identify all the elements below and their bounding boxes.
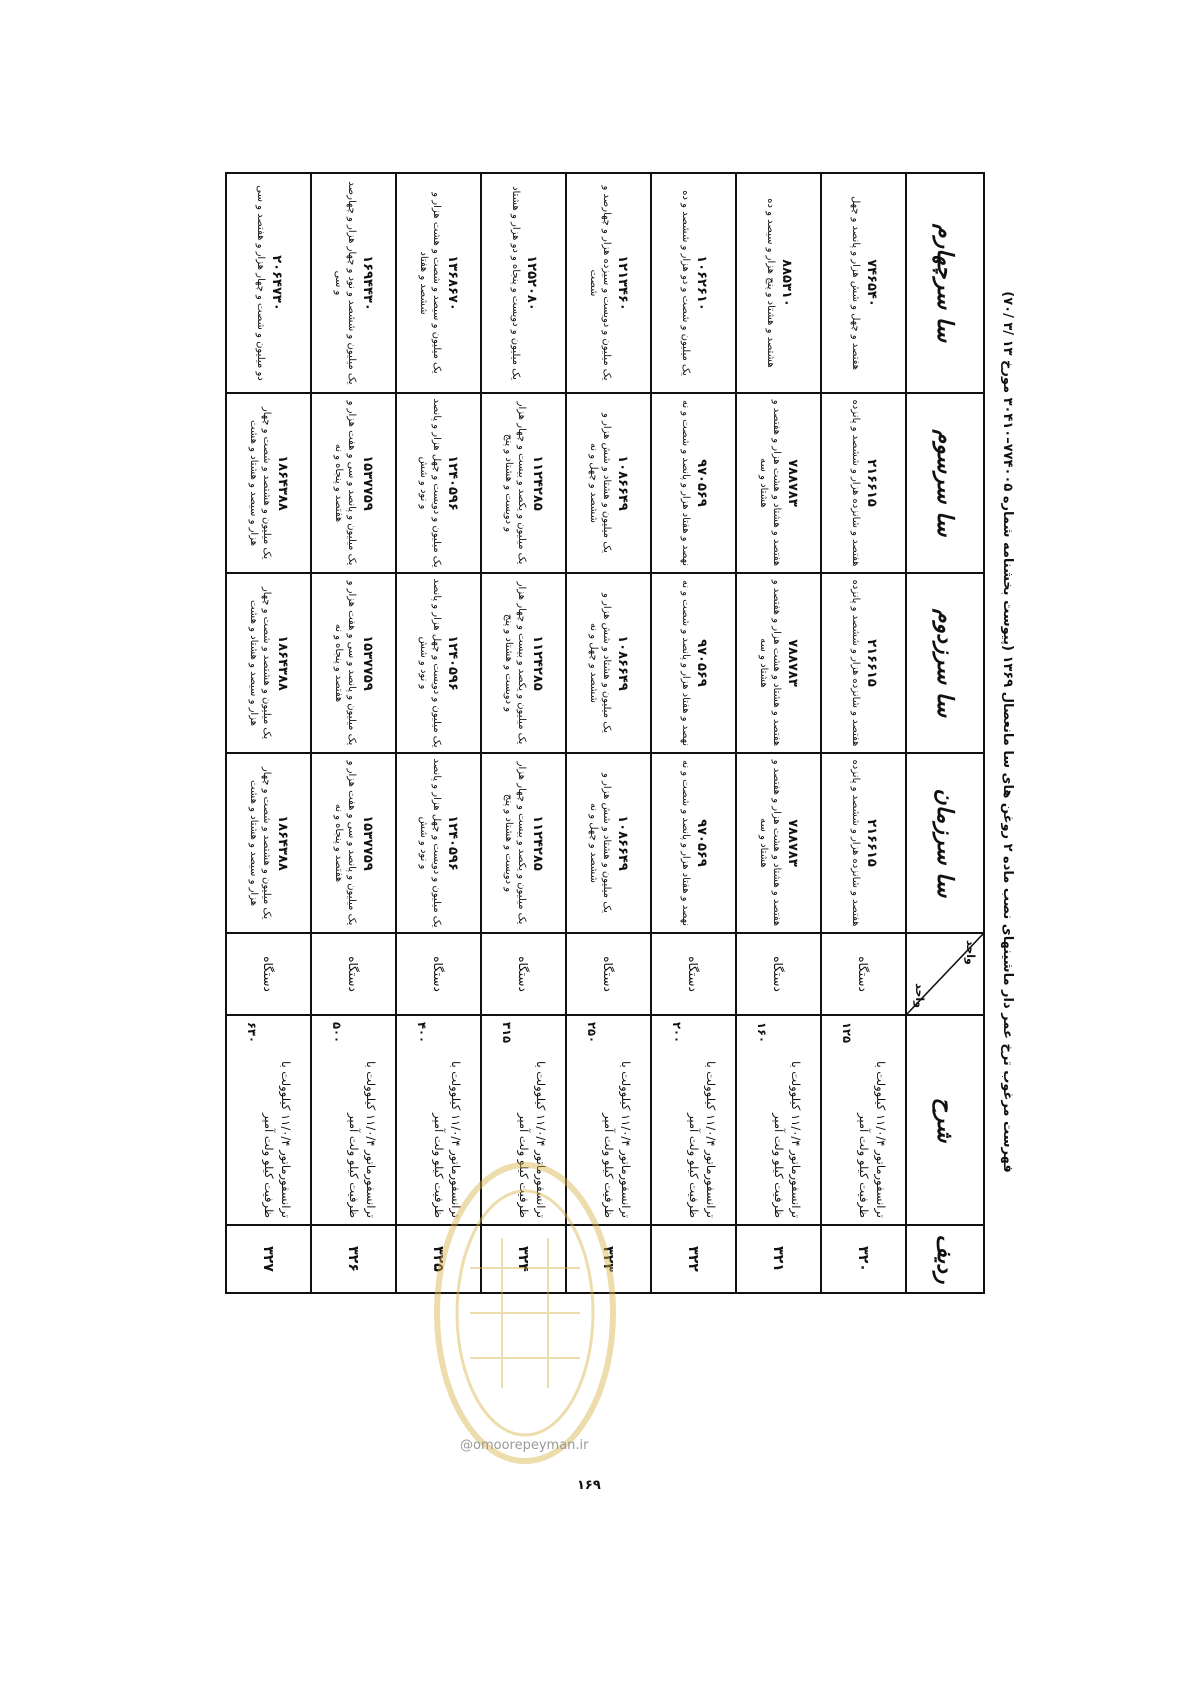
row-capacity: ۴۰۰ — [414, 1022, 429, 1044]
row-price-s1 — [481, 753, 566, 933]
row-price-s3 — [396, 393, 481, 573]
header-vahed-top: واحد — [964, 940, 977, 965]
table-row — [226, 173, 311, 1293]
row-price-s4 — [651, 173, 736, 393]
row-capacity: ۵۰۰ — [329, 1022, 344, 1044]
row-description: ترانسفورماتور ۱۱/۰/۴ کیلوولت با ظرفیت کیلو ولت آمپر — [772, 1060, 804, 1218]
price-words: یک میلیون و دویست و سیزده هزار و چهارصد و شصت — [588, 185, 613, 381]
price-words: نهصد و هفتاد هزار و پانصد و شصت و نه — [679, 759, 691, 927]
table-row — [651, 173, 736, 1293]
price-words: هفتصد و هشتاد و هشت هزار و هفتصد و هشتاد و سه — [758, 579, 783, 747]
price-words: هفتصد و هشتاد و هشت هزار و هفتصد و هشتاد و سه — [758, 399, 783, 567]
row-unit: دستگاه — [396, 933, 481, 1015]
price-number: ۹۷۰۵۶۹ — [693, 819, 709, 867]
price-words: یک میلیون و دویست و پنجاه و دو هزار و هشتاد — [509, 186, 521, 380]
row-sharh — [736, 1015, 821, 1225]
price-number: ۱۰۶۲۶۱۰ — [693, 255, 709, 311]
price-number: ۱۱۲۴۲۸۵ — [530, 815, 546, 871]
price-number: ۲۱۶۶۱۵ — [863, 639, 879, 687]
price-number: ۱۸۶۴۳۸۸ — [275, 635, 291, 691]
row-radif: ۳۲۰ — [821, 1225, 906, 1293]
row-price-s3 — [481, 393, 566, 573]
price-words: یک میلیون و شصت و دو هزار و ششصد و ده — [679, 190, 691, 376]
price-number: ۱۱۲۴۲۸۵ — [530, 635, 546, 691]
tariff-table — [225, 172, 985, 1294]
row-sharh — [311, 1015, 396, 1225]
header-s2: سا سرزدوم — [906, 573, 984, 753]
price-number: ۱۳۶۸۶۷۰ — [445, 255, 461, 311]
price-words: یک میلیون و هشتاد و شش هزار و ششصد و چهل و نه — [588, 413, 613, 553]
price-number: ۱۸۶۴۳۸۸ — [275, 455, 291, 511]
price-words: یک میلیون و دویست و چهل هزار و پانصد و نود و شش — [418, 398, 443, 568]
price-words: یک میلیون و هشتصد و شصت و چهار هزار و سیصد و هشتاد و هشت — [248, 406, 273, 560]
watermark-text: @omoorepeyman.ir — [460, 1438, 589, 1453]
row-price-s1 — [566, 753, 651, 933]
price-words: یک میلیون و پانصد و سی و هفت هزار و هفتصد و پنجاه و نه — [333, 580, 358, 746]
row-radif: ۳۲۴ — [481, 1225, 566, 1293]
row-price-s3 — [736, 393, 821, 573]
row-description: ترانسفورماتور ۱۱/۰/۴ کیلوولت با ظرفیت کیلو ولت آمپر — [687, 1060, 719, 1218]
price-number: ۲۱۶۶۱۵ — [863, 459, 879, 507]
price-words: نهصد و هفتاد هزار و پانصد و شصت و نه — [679, 579, 691, 747]
row-price-s2 — [821, 573, 906, 753]
row-price-s1 — [396, 753, 481, 933]
price-number: ۱۵۳۷۷۵۹ — [360, 635, 376, 691]
price-number: ۱۲۴۰۵۹۶ — [445, 635, 461, 691]
header-row — [906, 173, 984, 1293]
price-words: هفتصد و چهل و شش هزار و پانصد و چهل — [849, 196, 861, 370]
row-price-s1 — [651, 753, 736, 933]
price-number: ۱۲۱۳۴۶۰ — [615, 255, 631, 311]
row-unit: دستگاه — [311, 933, 396, 1015]
price-number: ۱۲۵۲۰۸۰ — [523, 255, 539, 311]
price-words: هفتصد و هشتاد و هشت هزار و هفتصد و هشتاد و سه — [758, 759, 783, 927]
table-row — [396, 173, 481, 1293]
price-words: یک میلیون و هشتصد و شصت و چهار هزار و سیصد و هشتاد و هشت — [248, 586, 273, 740]
header-vahed — [906, 933, 984, 1015]
price-number: ۷۸۸۷۸۳ — [785, 639, 801, 687]
row-price-s4 — [821, 173, 906, 393]
price-number: ۷۸۸۷۸۳ — [785, 819, 801, 867]
header-s3: سا سرسوم — [906, 393, 984, 573]
row-capacity: ۱۲۵ — [839, 1022, 854, 1044]
row-price-s2 — [736, 573, 821, 753]
row-price-s1 — [226, 753, 311, 933]
table-row — [736, 173, 821, 1293]
table-row — [566, 173, 651, 1293]
price-words: یک میلیون و هشتاد و شش هزار و ششصد و چهل و نه — [588, 773, 613, 913]
row-unit: دستگاه — [566, 933, 651, 1015]
row-capacity: ۶۳۰ — [244, 1022, 259, 1044]
price-number: ۲۱۶۶۱۵ — [863, 819, 879, 867]
row-description: ترانسفورماتور ۱۱/۰/۴ کیلوولت با ظرفیت کیلو ولت آمپر — [262, 1060, 294, 1218]
price-number: ۹۷۰۵۶۹ — [693, 459, 709, 507]
row-price-s4 — [311, 173, 396, 393]
header-s4: سا سرچهارم — [906, 173, 984, 393]
row-price-s2 — [651, 573, 736, 753]
row-unit: دستگاه — [481, 933, 566, 1015]
price-words: دو میلیون و شصت و چهار هزار و هفتصد و سی — [254, 185, 266, 381]
row-radif: ۳۲۲ — [651, 1225, 736, 1293]
price-number: ۲۰۶۴۷۳۰ — [268, 255, 284, 311]
row-price-s2 — [311, 573, 396, 753]
row-price-s3 — [566, 393, 651, 573]
price-words: یک میلیون و دویست و چهل هزار و پانصد و نود و شش — [418, 758, 443, 928]
row-price-s3 — [226, 393, 311, 573]
row-capacity: ۱۶۰ — [754, 1022, 769, 1044]
price-number: ۱۰۸۶۶۴۹ — [615, 455, 631, 511]
price-number: ۷۸۸۷۸۳ — [785, 459, 801, 507]
price-words: یک میلیون و یکصد و بیست و چهار هزار و دویست و هشتاد و پنج — [503, 581, 528, 745]
row-radif: ۳۲۶ — [311, 1225, 396, 1293]
row-sharh — [821, 1015, 906, 1225]
row-price-s1 — [821, 753, 906, 933]
price-words: یک میلیون و هشتصد و شصت و چهار هزار و سیصد و هشتاد و هشت — [248, 766, 273, 920]
row-capacity: ۳۱۵ — [499, 1022, 514, 1044]
row-description: ترانسفورماتور ۱۱/۰/۴ کیلوولت با ظرفیت کیلو ولت آمپر — [432, 1060, 464, 1218]
price-number: ۱۰۸۶۶۴۹ — [615, 635, 631, 691]
row-description: ترانسفورماتور ۱۱/۰/۴ کیلوولت با ظرفیت کیلو ولت آمپر — [347, 1060, 379, 1218]
price-words: یک میلیون و ششصد و نود و چهار هزار و چهارصد و سی — [333, 181, 358, 385]
header-vahed-bottom: واحد — [913, 983, 926, 1008]
row-capacity: ۲۰۰ — [669, 1022, 684, 1044]
row-description: ترانسفورماتور ۱۱/۰/۴ کیلوولت با ظرفیت کیلو ولت آمپر — [857, 1060, 889, 1218]
row-radif: ۳۲۱ — [736, 1225, 821, 1293]
table-row — [481, 173, 566, 1293]
row-description: ترانسفورماتور ۱۱/۰/۴ کیلوولت با ظرفیت کیلو ولت آمپر — [517, 1060, 549, 1218]
header-sharh: شرح — [906, 1015, 984, 1225]
price-words: هفتصد و شانزده هزار و ششصد و پانزده — [849, 759, 861, 927]
row-price-s4 — [396, 173, 481, 393]
price-number: ۱۲۴۰۵۹۶ — [445, 815, 461, 871]
row-price-s2 — [481, 573, 566, 753]
price-number: ۱۱۲۴۲۸۵ — [530, 455, 546, 511]
price-number: ۷۴۶۵۴۰ — [863, 259, 879, 307]
price-number: ۱۲۴۰۵۹۶ — [445, 455, 461, 511]
price-number: ۱۵۳۷۷۵۹ — [360, 455, 376, 511]
price-words: یک میلیون و هشتاد و شش هزار و ششصد و چهل و نه — [588, 593, 613, 733]
price-words: یک میلیون و یکصد و بیست و چهار هزار و دویست و هشتاد و پنج — [503, 761, 528, 925]
price-number: ۱۶۹۴۴۳۰ — [360, 255, 376, 311]
row-price-s4 — [226, 173, 311, 393]
price-words: یک میلیون و پانصد و سی و هفت هزار و هفتصد و پنجاه و نه — [333, 760, 358, 926]
seal-emblem-icon — [430, 1158, 620, 1468]
row-unit: دستگاه — [736, 933, 821, 1015]
row-price-s3 — [821, 393, 906, 573]
header-radif: ردیف — [906, 1225, 984, 1293]
table-row — [821, 173, 906, 1293]
row-price-s3 — [311, 393, 396, 573]
row-price-s2 — [566, 573, 651, 753]
price-words: یک میلیون و دویست و چهل هزار و پانصد و نود و شش — [418, 578, 443, 748]
table-row — [311, 173, 396, 1293]
row-radif: ۳۲۵ — [396, 1225, 481, 1293]
price-words: هشتصد و هشتاد و پنج هزار و سیصد و ده — [764, 198, 776, 368]
row-radif: ۳۲۷ — [226, 1225, 311, 1293]
price-words: نهصد و هفتاد هزار و پانصد و شصت و نه — [679, 399, 691, 567]
row-radif: ۳۲۳ — [566, 1225, 651, 1293]
price-number: ۱۸۶۴۳۸۸ — [275, 815, 291, 871]
price-number: ۱۰۸۶۶۴۹ — [615, 815, 631, 871]
row-sharh — [651, 1015, 736, 1225]
price-words: یک میلیون و یکصد و بیست و چهار هزار و دویست و هشتاد و پنج — [503, 401, 528, 565]
rotated-page — [225, 172, 1015, 1292]
row-price-s1 — [736, 753, 821, 933]
table-body — [226, 173, 906, 1293]
row-price-s1 — [311, 753, 396, 933]
price-words: یک میلیون و پانصد و سی و هفت هزار و هفتصد و پنجاه و نه — [333, 400, 358, 566]
row-price-s3 — [651, 393, 736, 573]
price-words: یک میلیون و سیصد و شصت و هشت هزار و ششصد و هفتاد — [418, 192, 443, 374]
price-words: هفتصد و شانزده هزار و ششصد و پانزده — [849, 399, 861, 567]
row-price-s4 — [566, 173, 651, 393]
row-price-s2 — [226, 573, 311, 753]
row-price-s2 — [396, 573, 481, 753]
row-price-s4 — [736, 173, 821, 393]
row-price-s4 — [481, 173, 566, 393]
price-words: هفتصد و شانزده هزار و ششصد و پانزده — [849, 579, 861, 747]
page-number: ۱۶۹ — [577, 1478, 601, 1493]
row-unit: دستگاه — [821, 933, 906, 1015]
price-number: ۱۵۳۷۷۵۹ — [360, 815, 376, 871]
price-number: ۸۸۵۳۱۰ — [778, 259, 794, 307]
row-sharh — [226, 1015, 311, 1225]
document-title: فهرست مرغوب ترخ عمر دار ماشینهای نصب ماده ۲ روغن های سا مانعصال ۱۳۶۹ (پیوست بخشنامه شماره ۷۷۴۰۰۵–۳۰۴۱۰ مورخ ۱۳ /۳ /۷۰) — [1000, 291, 1015, 1173]
row-capacity: ۲۵۰ — [584, 1022, 599, 1044]
row-description: ترانسفورماتور ۱۱/۰/۴ کیلوولت با ظرفیت کیلو ولت آمپر — [602, 1060, 634, 1218]
price-number: ۹۷۰۵۶۹ — [693, 639, 709, 687]
row-unit: دستگاه — [651, 933, 736, 1015]
header-s1: سا سرزمان — [906, 753, 984, 933]
row-unit: دستگاه — [226, 933, 311, 1015]
